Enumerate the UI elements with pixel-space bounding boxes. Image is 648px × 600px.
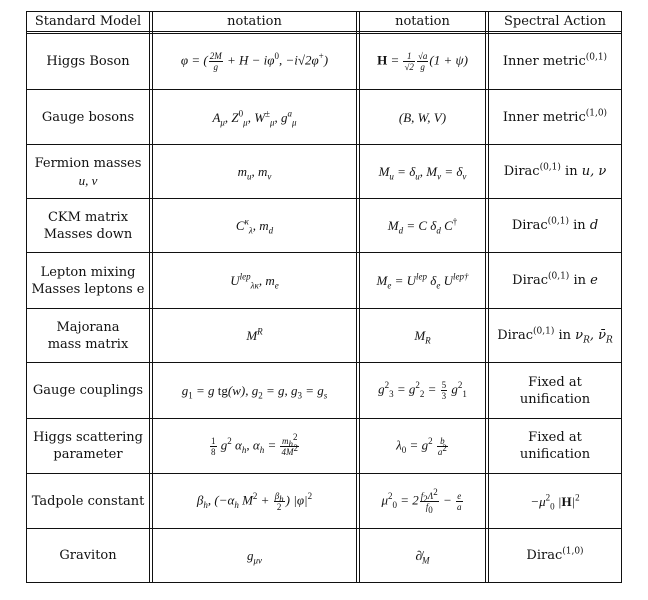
row-gauge-bosons-nc-notation: (B, W, V) [398, 109, 447, 125]
row-higgs-scattering-nc-notation: $\lambda_0 = g^2$ $\frac{b}{a^2}$ [396, 435, 447, 457]
row-gauge-bosons-spectral: Inner metric$^{(1,0)}$ [502, 108, 608, 125]
row-fermion-masses-notation: $m_u$, $m_\nu$ [237, 164, 272, 182]
row-tadpole-spectral: $-\mu^2_0$ $|H|^2$ [530, 492, 580, 512]
row-ckm-matrix-spectral: Dirac$^{(0,1)}$ in d [511, 216, 599, 233]
row-tadpole-nc-notation: $\mu^2_0 = 2$ $\frac{f_2\Lambda^2}{f_0}$ − $\frac{e}{a}$ [381, 486, 462, 515]
row-higgs-boson-notation: φ = ( $\frac{2M}{g}$ + $H - i\varphi^0$, −i√2φ+) [180, 51, 329, 72]
row-fermion-masses-nc-notation: $M_u = \delta_u$, $M_\nu = \delta_\nu$ [378, 164, 467, 182]
row-higgs-boson-spectral: Inner metric$^{(0,1)}$ [502, 52, 608, 69]
header-standard-model: Standard Model [34, 14, 142, 29]
row-graviton-nc-notation: $\partial̸_M$ [415, 548, 430, 566]
row-ckm-matrix-nc-notation: $M_d = C$ $\delta_d$ C† [387, 216, 458, 236]
header-notation-2: notation [395, 14, 450, 29]
row-gauge-couplings-notation: $g_1 = g$ tg(w), $g_2 = g$, $g_3 = g_s$ [181, 383, 328, 401]
row-higgs-boson-nc-notation: H = $\frac{1}{√2}$ $\frac{√a}{g}$ (1 + ψ) [377, 51, 468, 72]
row-graviton-label: Graviton [59, 548, 117, 563]
row-lepton-mixing-notation: $U^{lep}_{\lambda\kappa}$, $m_e$ [230, 271, 279, 291]
row-tadpole-label: Tadpole constant [31, 493, 145, 509]
row-higgs-scattering-label: Higgs scattering parameter [33, 430, 143, 462]
row-graviton-spectral: Dirac$^{(1,0)}$ [526, 546, 584, 563]
row-fermion-masses-spectral: Dirac$^{(0,1)}$ in u, ν [503, 162, 607, 179]
row-ckm-matrix-notation: $C^\kappa_\lambda$, $m_d$ [235, 216, 274, 236]
row-majorana-notation: $M^R$ [246, 326, 263, 343]
row-gauge-couplings-spectral: Fixed at unification [519, 374, 591, 407]
row-lepton-mixing-nc-notation: $M_e = U^{lep}$ $\delta_e$ $U^{lep\dagger}$ [376, 271, 469, 291]
row-gauge-couplings-nc-notation: $g^2_3 = g^2_2$ = $\frac{5}{3}$ $g^2_1$ [378, 380, 467, 401]
row-tadpole-notation: $\beta_h$, ($-\alpha_h$ $M^2$ + $\frac{\beta_h}{2}$ ) $|\varphi|^2$ [196, 490, 313, 512]
row-majorana-nc-notation: $M_R$ [414, 328, 431, 346]
row-fermion-masses-label: Fermion masses u, ν [34, 155, 142, 188]
row-higgs-scattering-notation: $\frac{1}{8}$ $g^2$ $\alpha_h$, $\alpha_h$ = $\frac{m_h^2}{4M^2}$ [211, 431, 298, 457]
row-higgs-boson-label: Higgs Boson [46, 54, 130, 69]
row-gauge-bosons-label: Gauge bosons [41, 109, 135, 125]
row-majorana-label: Majorana mass matrix [47, 319, 129, 352]
row-lepton-mixing-spectral: Dirac$^{(0,1)}$ in e [512, 271, 598, 288]
row-ckm-matrix-label: CKM matrix Masses down [43, 209, 133, 242]
notation-table [26, 11, 622, 583]
header-notation-1: notation [227, 14, 282, 29]
row-higgs-scattering-spectral: Fixed at unification [519, 430, 591, 462]
row-gauge-bosons-notation: $A_\mu$, $Z^0_\mu$, $W^\pm_\mu$, $g^a_\mu$ [212, 108, 297, 128]
row-gauge-couplings-label: Gauge couplings [32, 383, 144, 398]
row-lepton-mixing-label: Lepton mixing Masses leptons e [31, 264, 145, 297]
row-graviton-notation: $g_{\mu\nu}$ [246, 548, 262, 566]
row-majorana-spectral: Dirac$^{(0,1)}$ in $\nu_R$, $\nū_R$ [497, 326, 613, 346]
header-spectral-action: Spectral Action [504, 14, 606, 29]
